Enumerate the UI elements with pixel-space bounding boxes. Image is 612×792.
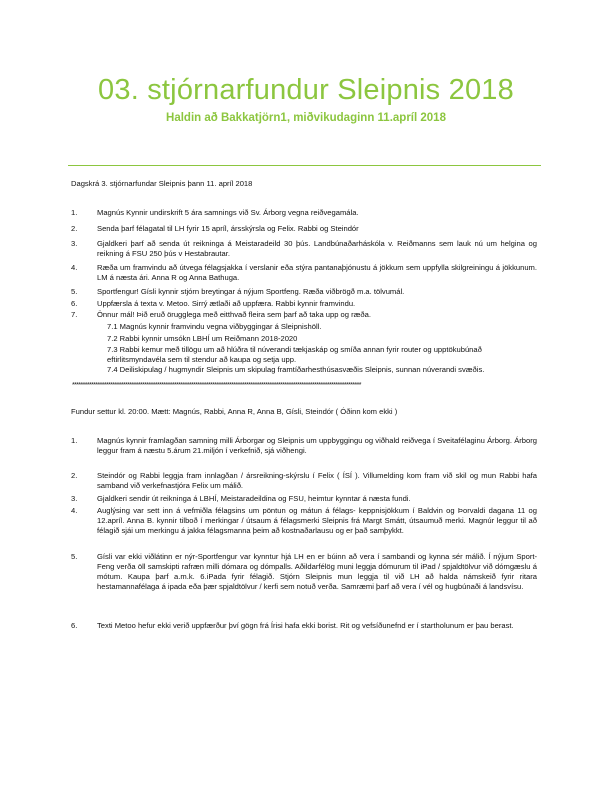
minutes-item-text: Texti Metoo hefur ekki verið uppfærður því gögn frá Írisi hafa ekki borist. Rit og vefsíðunefnd er í startholunum er þau berast. bbox=[97, 621, 514, 630]
minutes-item bbox=[71, 621, 537, 631]
agenda-item bbox=[71, 310, 537, 320]
separator-line: **************************************************************************************************************************************** bbox=[72, 382, 361, 389]
agenda-subitem: 7.3 Rabbi kemur með tillögu um að hlúðra til núverandi tækjaskáp og smíða annan fyrir router og upptökubúnað eftirlitsmyndavéla sem til stendur að kaupa og setja upp. bbox=[107, 345, 482, 364]
agenda-item-number: 6. bbox=[71, 299, 78, 308]
agenda-heading: Dagskrá 3. stjórnarfundar Sleipnis þann 11. apríl 2018 bbox=[71, 179, 253, 188]
minutes-item-text: Steindór og Rabbi leggja fram innlagðan / ársreikning-skýrslu í Felix ( ÍSÍ ). Villumelding kom fram við skil og mun Rabbi hafa samband við verkefnastjóra Felix um málið. bbox=[97, 471, 537, 490]
minutes-item bbox=[71, 494, 537, 504]
agenda-item-number: 4. bbox=[71, 263, 78, 272]
agenda-item-number: 3. bbox=[71, 239, 78, 248]
agenda-item-number: 1. bbox=[71, 208, 78, 217]
meeting-attendance: Fundur settur kl. 20:00. Mætt: Magnús, Rabbi, Anna R, Anna B, Gísli, Steindór ( Óðinn kom ekki ) bbox=[71, 407, 398, 416]
minutes-item-number: 6. bbox=[71, 621, 78, 630]
agenda-item bbox=[71, 299, 537, 309]
agenda-item-text: Ræða um framvindu að útvega félagsjakka í verslanir eða stýra pantanaþjónustu á jökkum sem uppfylla skilgreiningu á jökkunum. LM á næsta ári. Anna R og Anna Bathuga. bbox=[97, 263, 537, 282]
minutes-item-number: 5. bbox=[71, 552, 78, 561]
agenda-item-text: Gjaldkeri þarf að senda út reikninga á Meistaradeild 30 þús. Landbúnaðarháskóla v. Reiðmanns sem lauk nú um helgina og reikning á FSU 250 þús v Hestabrautar. bbox=[97, 239, 537, 258]
agenda-item bbox=[71, 208, 537, 218]
title-divider bbox=[68, 165, 541, 166]
minutes-item-text: Gísli var ekki viðlátinn er nýr-Sportfengur var kynntur hjá LH en er búinn að vera í sambandi og kynna sér málið. Í nýjum Sport-Feng verða öll samskipti rafræn milli dómara og dómpalls. Aðildarfélög muni leggja dómurum til iPad / spjaldtölvur við dómgæslu á mótum. Kaupa þarf a.m.k. 6.iPada fyrir félagið. Stjórn Sleipnis mun leggja til við LH að halda námskeið fyrir ritara hestamannafélaga á ipada eða þær spjaldtölvur / kerfi sem notuð verða. Samræmi þarf að vera í vél og hugbúnaði á landsvísu. bbox=[97, 552, 537, 591]
agenda-item-number: 5. bbox=[71, 287, 78, 296]
minutes-item bbox=[71, 552, 537, 592]
agenda-item-text: Uppfærsla á texta v. Metoo. Sirrý ætlaði að uppfæra. Rabbi kynnir framvindu. bbox=[97, 299, 356, 308]
agenda-subitem: 7.4 Deiliskipulag / hugmyndir Sleipnis um skipulag framtíðarhesthúsasvæðis Sleipnis, sunnan núverandi svæðis. bbox=[107, 365, 485, 374]
agenda-subitem: 7.2 Rabbi kynnir umsókn LBHÍ um Reiðmann 2018-2020 bbox=[107, 334, 298, 343]
agenda-item bbox=[71, 287, 537, 297]
agenda-item-number: 2. bbox=[71, 224, 78, 233]
minutes-item-text: Auglýsing var sett inn á vefmiðla félagsins um pöntun og mátun á félags- keppnisjökkum í Baldvin og Þorvaldi dagana 11 og 12.apríl. Anna B. kynnir tilboð í merkingar / útsaum á félagsmerki Sleipnis frá Margt Smátt, útsaumuð merki. Magnúr leggur til að félagið sjái um merkingu á jakka félagsmanna þeim að kostnaðarlausu og er það samþykkt. bbox=[97, 506, 537, 535]
minutes-item bbox=[71, 471, 537, 491]
agenda-item bbox=[71, 239, 537, 259]
agenda-item-text: Sportfengur! Gísli kynnir stjórn breytingar á nýjum Sportfeng. Ræða viðbrögð m.a. tölvumál. bbox=[97, 287, 405, 296]
agenda-item-text: Senda þarf félagatal til LH fyrir 15 apríl, ársskýrsla og Felix. Rabbi og Steindór bbox=[97, 224, 359, 233]
minutes-item-number: 1. bbox=[71, 436, 78, 445]
minutes-item-text: Magnús kynnir framlagðan samning milli Árborgar og Sleipnis um uppbyggingu og viðhald reiðvega í Sveitafélaginu Árborg. Árborg leggur fram á næstu 5.árum 21.miljón í verkefnið, sjá viðhengi. bbox=[97, 436, 537, 455]
minutes-item-text: Gjaldkeri sendir út reikninga á LBHÍ, Meistaradeildina og FSU, heimtur kynntar á næsta fundi. bbox=[97, 494, 411, 503]
document-subtitle: Haldin að Bakkatjörn1, miðvikudaginn 11.apríl 2018 bbox=[166, 112, 446, 124]
agenda-item bbox=[71, 263, 537, 283]
agenda-subitem: 7.1 Magnús kynnir framvindu vegna viðbyggingar á Sleipnishöll. bbox=[107, 322, 322, 331]
agenda-item-number: 7. bbox=[71, 310, 78, 319]
agenda-item-text: Magnús Kynnir undirskrift 5 ára samnings við Sv. Árborg vegna reiðvegamála. bbox=[97, 208, 359, 217]
minutes-item-number: 4. bbox=[71, 506, 78, 515]
agenda-item bbox=[71, 224, 537, 234]
minutes-item-number: 3. bbox=[71, 494, 78, 503]
minutes-item-number: 2. bbox=[71, 471, 78, 480]
agenda-item-text: Önnur mál! Þið eruð örugglega með eitthvað fleira sem þarf að taka upp og ræða. bbox=[97, 310, 371, 319]
document-title: 03. stjórnarfundur Sleipnis 2018 bbox=[98, 74, 514, 106]
minutes-item bbox=[71, 506, 537, 536]
minutes-item bbox=[71, 436, 537, 456]
